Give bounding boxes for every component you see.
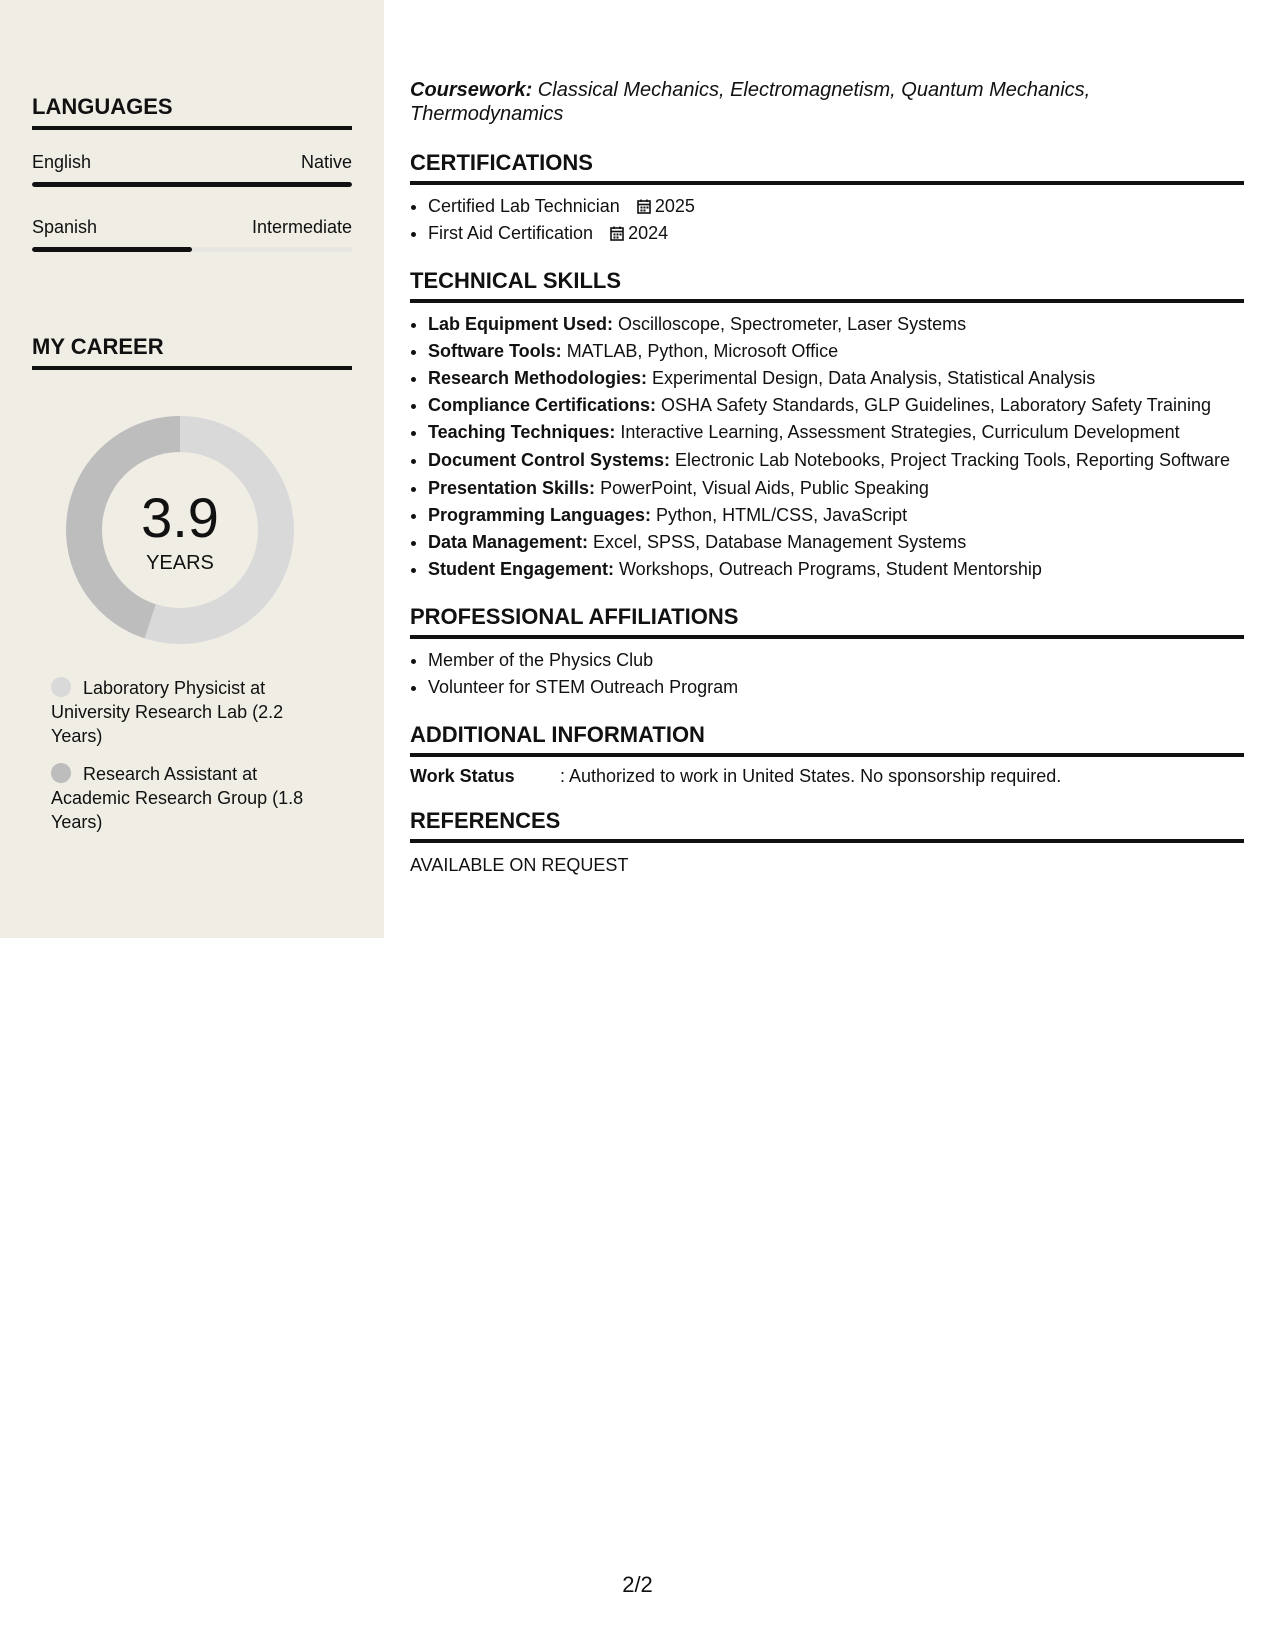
language-proficiency-fill (32, 247, 192, 252)
references-heading: REFERENCES (410, 808, 1244, 843)
affiliations-list (410, 647, 1244, 701)
career-total-value: 3.9 (141, 485, 219, 549)
coursework (410, 78, 1244, 126)
career-section (32, 334, 352, 370)
skill-text: MATLAB, Python, Microsoft Office (561, 341, 839, 361)
references-section (410, 808, 1244, 876)
certification-item (428, 193, 1244, 220)
skill-item (428, 475, 1244, 502)
certification-name: First Aid Certification (428, 223, 594, 243)
language-item (32, 152, 352, 187)
work-status-value: : Authorized to work in United States. No sponsorship required. (560, 766, 1062, 786)
skill-text: Workshops, Outreach Programs, Student Mentorship (614, 559, 1042, 579)
affiliation-item: • Volunteer for STEM Outreach Program (428, 674, 1244, 701)
skill-text: PowerPoint, Visual Aids, Public Speaking (595, 478, 929, 498)
career-heading: MY CAREER (32, 334, 352, 370)
skill-label: Student Engagement: (428, 559, 615, 579)
languages-heading: LANGUAGES (32, 94, 352, 130)
technical-skills-heading: TECHNICAL SKILLS (410, 268, 1244, 303)
skill-text: Experimental Design, Data Analysis, Statistical Analysis (647, 368, 1096, 388)
main-content (410, 78, 1244, 876)
skill-text: Interactive Learning, Assessment Strategies, Curriculum Development (615, 422, 1180, 442)
technical-skills-section (410, 268, 1244, 583)
skill-label: Presentation Skills: (428, 478, 596, 498)
skill-label: Lab Equipment Used: (428, 314, 614, 334)
certification-year: 2025 (654, 196, 695, 216)
certifications-section (410, 150, 1244, 247)
skill-label: Software Tools: (428, 341, 562, 361)
skill-text: Python, HTML/CSS, JavaScript (651, 505, 908, 525)
skill-label: Teaching Techniques: (428, 422, 616, 442)
language-level: Intermediate (251, 217, 352, 237)
certification-name: Certified Lab Technician (428, 196, 620, 216)
skill-item (428, 448, 1244, 472)
certifications-heading: CERTIFICATIONS (410, 150, 1244, 185)
legend-dot-icon (51, 763, 71, 783)
skill-label: Compliance Certifications: (428, 395, 657, 415)
career-donut-chart (66, 416, 294, 644)
certification-year: 2024 (628, 223, 669, 243)
career-legend (51, 676, 321, 848)
skill-item (428, 311, 1244, 338)
skill-item (428, 556, 1244, 583)
language-level: Native (300, 152, 352, 172)
technical-skills-list (410, 311, 1244, 583)
career-legend-item (51, 676, 321, 748)
skill-label: Programming Languages: (428, 505, 652, 525)
certification-item (428, 220, 1244, 247)
page-number: 2/2 (622, 1572, 653, 1597)
language-proficiency-bar (32, 182, 352, 187)
references-text: AVAILABLE ON REQUEST (410, 855, 629, 875)
skill-item (428, 502, 1244, 529)
work-status-row (410, 766, 1244, 787)
skill-label: Data Management: (428, 532, 589, 552)
skill-text: Electronic Lab Notebooks, Project Tracking Tools, Reporting Software (670, 450, 1230, 470)
coursework-text: Classical Mechanics, Electromagnetism, Quantum Mechanics, Thermodynamics (410, 79, 1091, 125)
skill-text: OSHA Safety Standards, GLP Guidelines, Laboratory Safety Training (656, 395, 1212, 415)
language-name: English (32, 152, 92, 172)
skill-label: Document Control Systems: (428, 450, 671, 470)
calendar-icon (637, 199, 651, 214)
skill-item (428, 338, 1244, 365)
skill-text: Oscilloscope, Spectrometer, Laser Systems (613, 314, 967, 334)
legend-dot-icon (51, 677, 71, 697)
skill-text: Excel, SPSS, Database Management Systems (588, 532, 967, 552)
coursework-label: Coursework: (410, 79, 533, 101)
language-item (32, 217, 352, 252)
career-legend-text: Laboratory Physicist at University Research Lab (2.2 Years) (51, 678, 284, 746)
career-legend-item (51, 762, 321, 834)
affiliations-heading: PROFESSIONAL AFFILIATIONS (410, 604, 1244, 639)
skill-item (428, 365, 1244, 392)
skill-item (428, 392, 1244, 419)
skill-item (428, 529, 1244, 556)
sidebar (0, 0, 384, 938)
additional-info-heading: ADDITIONAL INFORMATION (410, 722, 1244, 757)
certifications-list (410, 193, 1244, 247)
calendar-icon (610, 226, 624, 241)
language-name: Spanish (32, 217, 98, 237)
career-legend-text: Research Assistant at Academic Research Group (1.8 Years) (51, 764, 304, 832)
languages-section (32, 94, 352, 252)
additional-info-section (410, 722, 1244, 787)
affiliations-section (410, 604, 1244, 701)
skill-label: Research Methodologies: (428, 368, 648, 388)
affiliation-item: • Member of the Physics Club (428, 647, 1244, 674)
language-proficiency-bar (32, 247, 352, 252)
career-total (66, 416, 294, 644)
skill-item (428, 419, 1244, 446)
language-proficiency-fill (32, 182, 352, 187)
work-status-label: Work Status (410, 766, 515, 786)
career-total-unit: YEARS (146, 551, 214, 574)
